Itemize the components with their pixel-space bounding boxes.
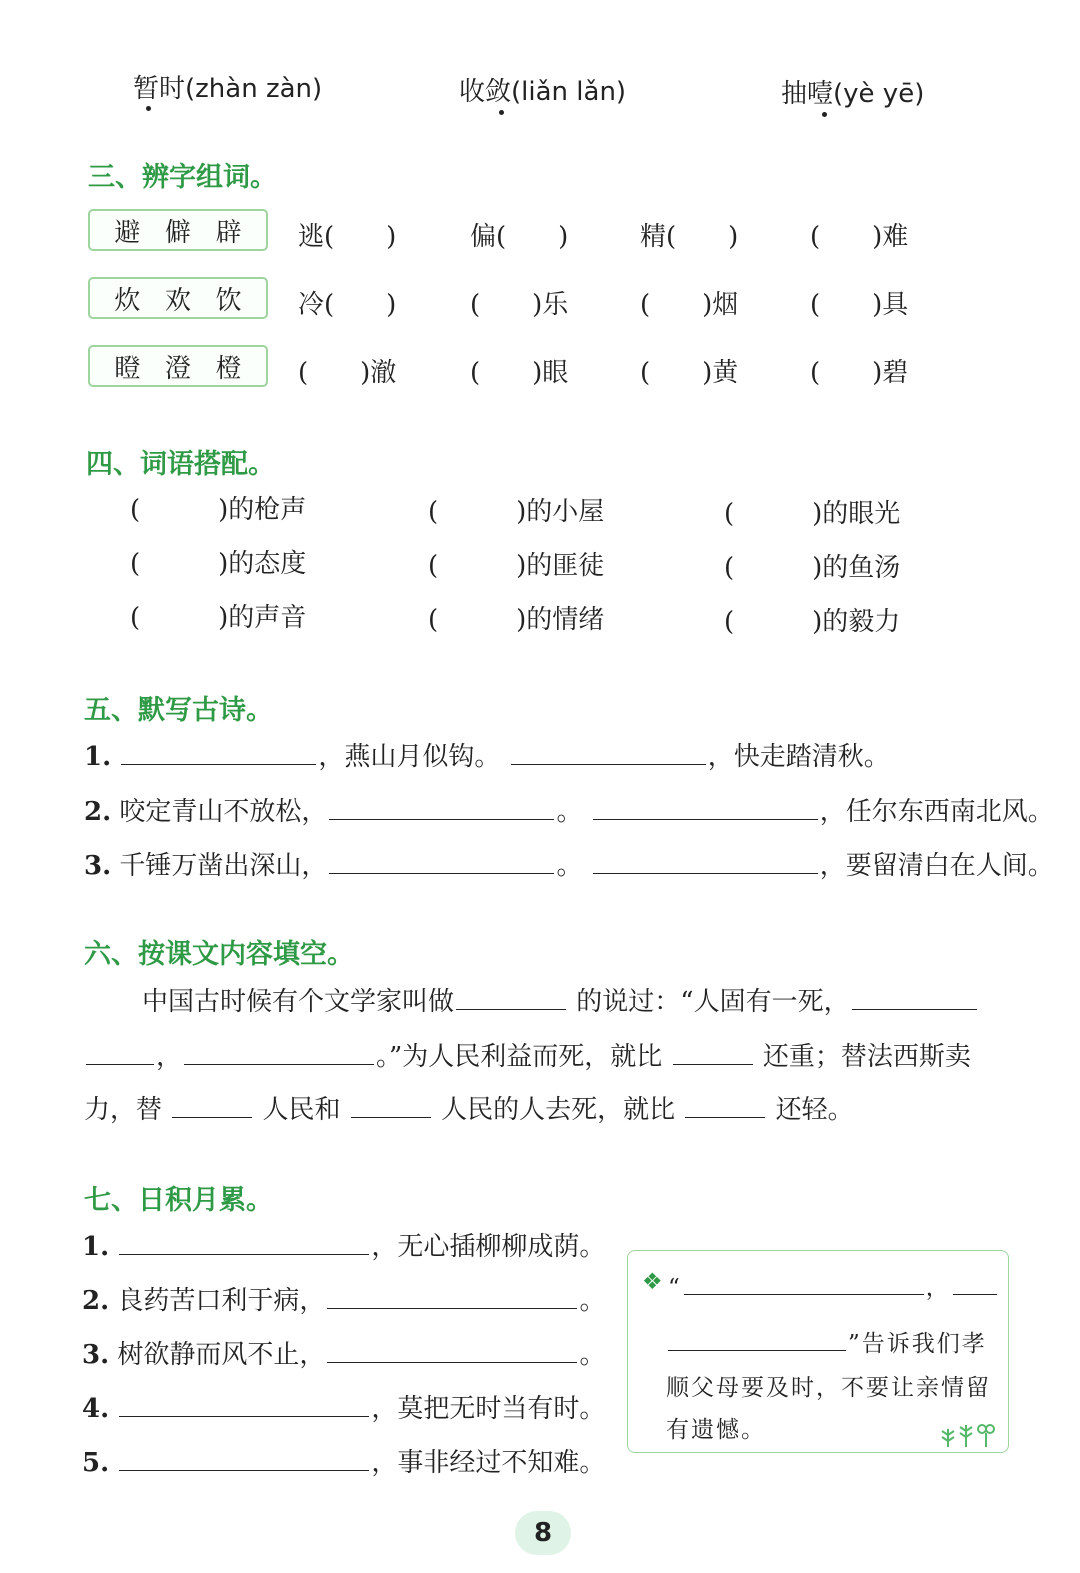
tip-box [627,1250,1009,1453]
tip-line-3: 顺父母要及时，不要让亲情留 [666,1375,991,1401]
match-blank[interactable]: ( )的毅力 [724,607,901,637]
match-blank[interactable]: ( )的情绪 [428,605,605,635]
poem-line-1: 1. ，燕山月似钩。 ，快走踏清秋。 [84,742,890,772]
passage-line-2: ， 。”为人民利益而死，就比 还重；替法西斯卖 [84,1044,971,1070]
word-blank[interactable]: 偏( ) [470,222,569,252]
diamond-bullet-icon: ❖ [642,1269,665,1295]
word-blank[interactable]: ( )难 [810,222,909,252]
tip-line-4: 有遗憾。 [666,1417,766,1443]
page-number: 8 [515,1511,571,1555]
match-blank[interactable]: ( )的态度 [130,549,307,579]
fill-blank[interactable] [119,1396,369,1417]
word-blank[interactable]: ( )乐 [470,290,569,320]
fill-blank[interactable] [121,744,316,765]
sprout-decoration-icon [938,1419,1000,1449]
word-blank[interactable]: ( )碧 [810,358,909,388]
fill-blank[interactable] [329,799,554,820]
match-blank[interactable]: ( )的眼光 [724,499,901,529]
tip-line-1: “ ， [668,1269,999,1302]
fill-blank[interactable] [119,1234,369,1255]
match-blank[interactable]: ( )的声音 [130,603,307,633]
fill-blank[interactable] [593,853,818,874]
fill-blank[interactable] [456,989,566,1010]
pinyin-item-2: 收敛(liǎn lǎn) [459,77,627,107]
section6-title: 六、按课文内容填空。 [84,939,354,970]
section7-title: 七、日积月累。 [84,1185,273,1216]
section4-title: 四、词语搭配。 [86,449,275,480]
fill-blank[interactable] [673,1044,753,1065]
pinyin-item-3: 抽噎(yè yē) [781,79,925,109]
passage-line-1: 中国古时候有个文学家叫做 的说过：“人固有一死， [142,989,979,1015]
fill-blank[interactable] [953,1274,997,1295]
word-blank[interactable]: ( )具 [810,290,909,320]
match-blank[interactable]: ( )的鱼汤 [724,553,901,583]
word-blank[interactable]: ( )黄 [640,358,739,388]
fill-blank[interactable] [593,799,818,820]
word-blank[interactable]: ( )烟 [640,290,739,320]
poem-line-3: 3. 千锤万凿出深山， 。 ，要留清白在人间。 [84,851,1054,881]
fill-blank[interactable] [351,1097,431,1118]
fill-blank[interactable] [86,1044,154,1065]
emphasis-dot [499,110,504,115]
char-box-2: 炊 欢 饮 [88,277,268,319]
word-blank[interactable]: ( )眼 [470,358,569,388]
fill-blank[interactable] [327,1288,577,1309]
word-blank[interactable]: 精( ) [640,222,739,252]
word-blank[interactable]: ( )澈 [298,358,397,388]
char-box-3: 瞪 澄 橙 [88,345,268,387]
section3-title: 三、辨字组词。 [88,162,277,193]
emphasis-dot [146,106,151,111]
emphasis-dot [822,112,827,117]
fill-blank[interactable] [685,1097,765,1118]
fill-blank[interactable] [684,1274,924,1295]
tip-line-2: ”告诉我们孝 [666,1325,987,1358]
section5-title: 五、默写古诗。 [84,695,273,726]
proverb-line-4: 4. ，莫把无时当有时。 [82,1394,606,1424]
fill-blank[interactable] [327,1342,577,1363]
fill-blank[interactable] [329,853,554,874]
proverb-line-5: 5. ，事非经过不知难。 [82,1448,606,1478]
match-blank[interactable]: ( )的小屋 [428,497,605,527]
match-blank[interactable]: ( )的枪声 [130,495,307,525]
word-blank[interactable]: 冷( ) [298,290,397,320]
proverb-line-2: 2. 良药苦口利于病， 。 [82,1286,606,1316]
fill-blank[interactable] [511,744,706,765]
proverb-line-1: 1. ，无心插柳柳成荫。 [82,1232,606,1262]
poem-line-2: 2. 咬定青山不放松， 。 ，任尔东西南北风。 [84,797,1054,827]
passage-line-3: 力，替 人民和 人民的人去死，就比 还轻。 [84,1095,854,1125]
fill-blank[interactable] [852,989,977,1010]
fill-blank[interactable] [119,1450,369,1471]
word-blank[interactable]: 逃( ) [298,222,397,252]
fill-blank[interactable] [668,1330,846,1351]
char-box-1: 避 僻 辟 [88,209,268,251]
match-blank[interactable]: ( )的匪徒 [428,551,605,581]
fill-blank[interactable] [172,1097,252,1118]
pinyin-item-1: 暂时(zhàn zàn) [133,74,323,104]
proverb-line-3: 3. 树欲静而风不止， 。 [82,1340,606,1370]
fill-blank[interactable] [184,1044,374,1065]
